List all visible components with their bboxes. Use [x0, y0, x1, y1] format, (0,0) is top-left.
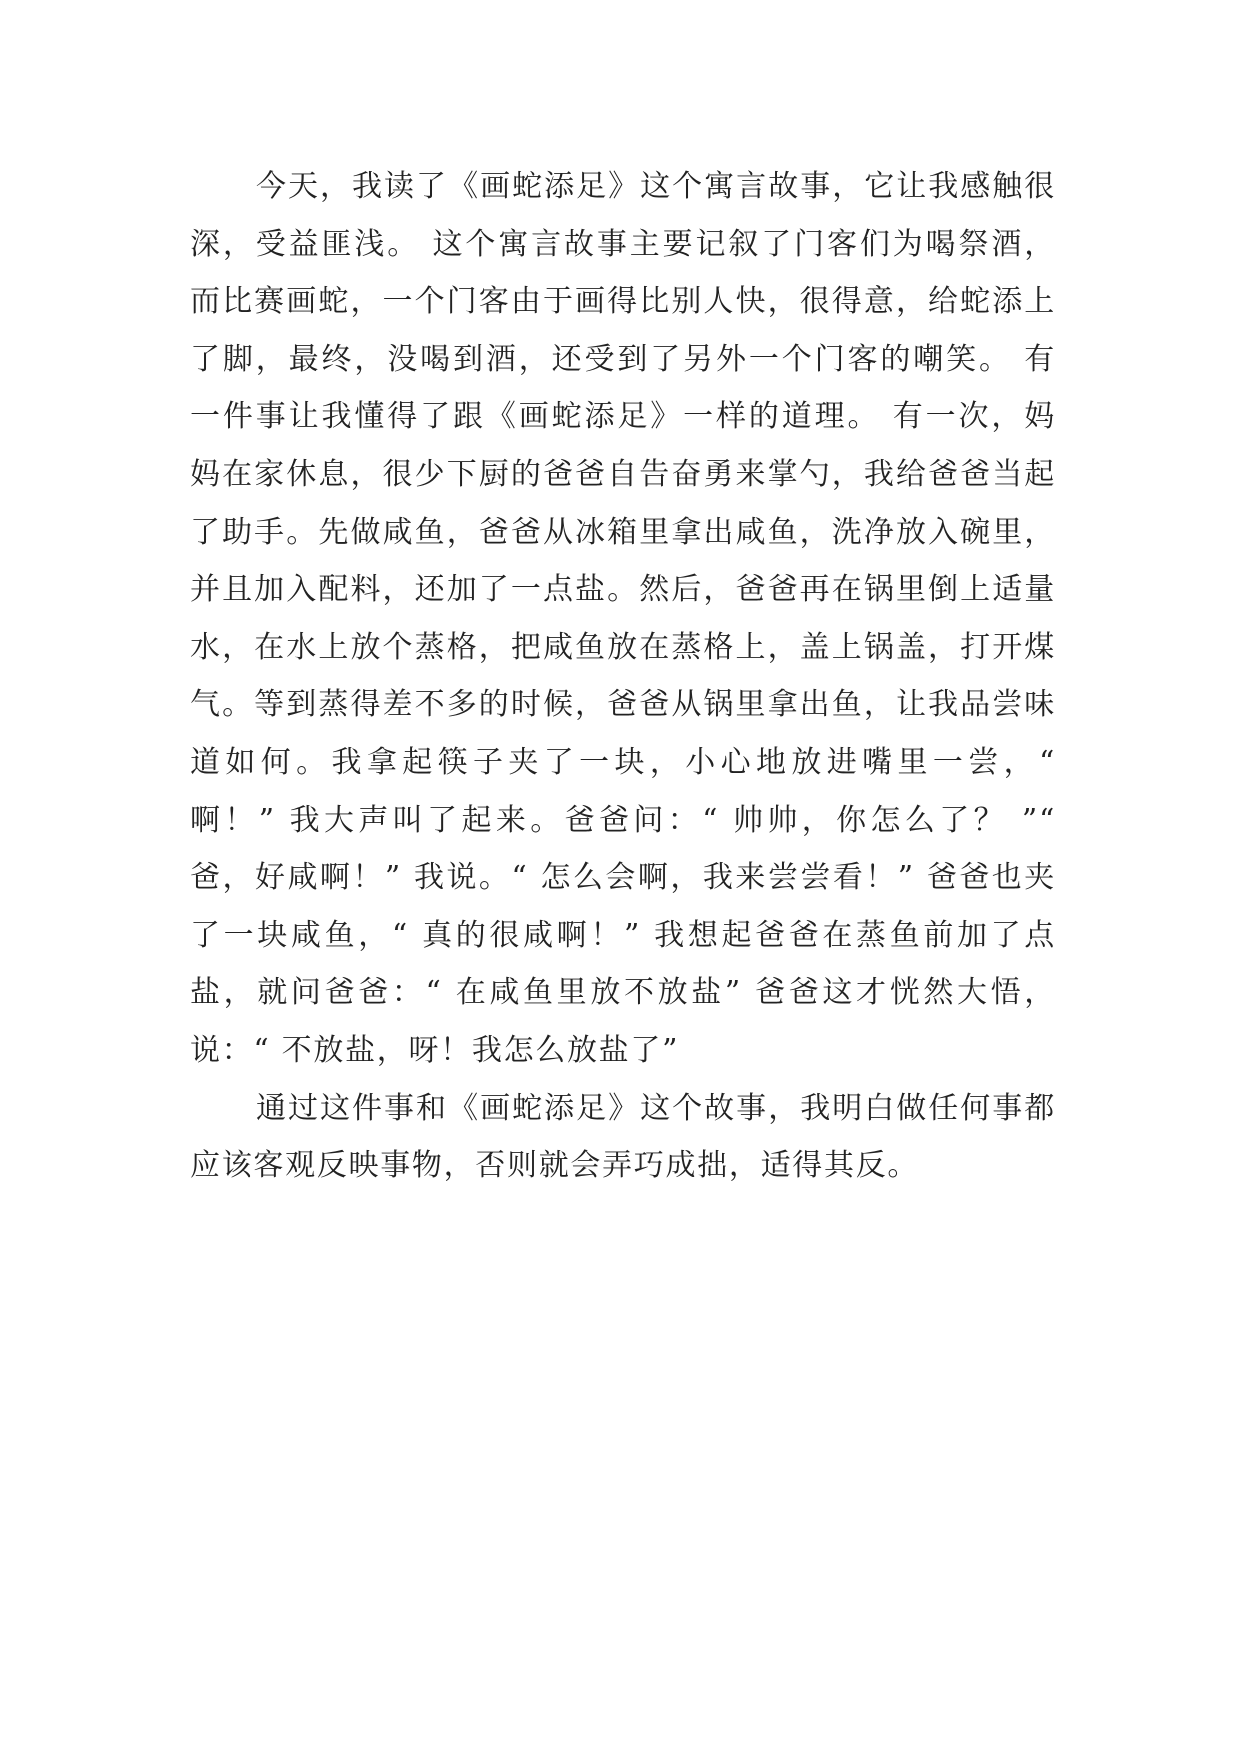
essay-body — [190, 158, 1056, 1195]
paragraph-story: 今天，我读了《画蛇添足》这个寓言故事，它让我感触很深，受益匪浅。 这个寓言故事主要记叙了门客们为喝祭酒，而比赛画蛇，一个门客由于画得比别人快，很得意，给蛇添上了脚，最终，没喝到酒，还受到了另外一个门客的嘲笑。 有一件事让我懂得了跟《画蛇添足》一样的道理。 有一次，妈妈在家休息，很少下厨的爸爸自告奋勇来掌勺，我给爸爸当起了助手。先做咸鱼，爸爸从冰箱里拿出咸鱼，洗净放入碗里，并且加入配料，还加了一点盐。然后，爸爸再在锅里倒上适量水，在水上放个蒸格，把咸鱼放在蒸格上，盖上锅盖，打开煤气。等到蒸得差不多的时候，爸爸从锅里拿出鱼，让我品尝味道如何。我拿起筷子夹了一块，小心地放进嘴里一尝，“ 啊！” 我大声叫了起来。爸爸问：“ 帅帅，你怎么了？ ”“ 爸，好咸啊！” 我说。“ 怎么会啊，我来尝尝看！” 爸爸也夹了一块咸鱼，“ 真的很咸啊！” 我想起爸爸在蒸鱼前加了点盐，就问爸爸：“ 在咸鱼里放不放盐” 爸爸这才恍然大悟，说：“ 不放盐，呀！我怎么放盐了” — [190, 169, 1056, 1068]
paragraph-conclusion: 通过这件事和《画蛇添足》这个故事，我明白做任何事都应该客观反映事物，否则就会弄巧成拙，适得其反。 — [190, 1090, 1056, 1184]
